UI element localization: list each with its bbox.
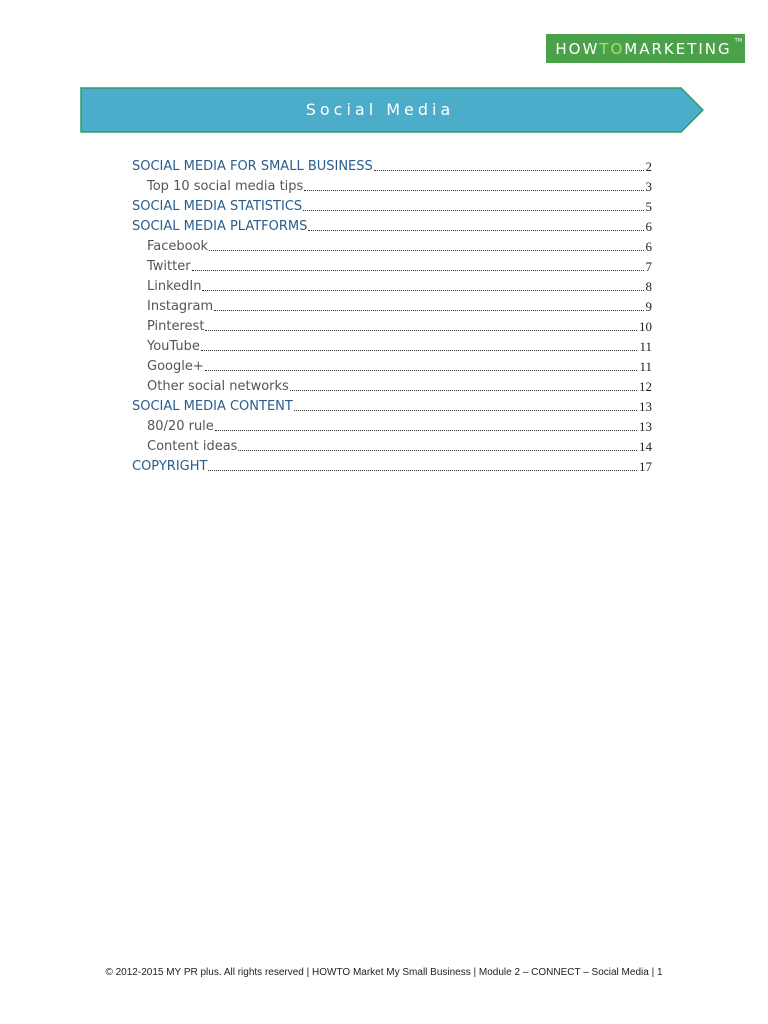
toc-entry-page-number[interactable]: 5 xyxy=(645,199,652,214)
toc-dot-leader xyxy=(308,229,643,231)
toc-dot-leader xyxy=(294,409,637,411)
toc-entry-page-number[interactable]: 7 xyxy=(645,259,652,274)
toc-dot-leader xyxy=(205,369,638,371)
toc-entry[interactable] xyxy=(132,455,652,475)
toc-entry-title[interactable]: SOCIAL MEDIA PLATFORMS xyxy=(132,219,308,234)
toc-entry[interactable] xyxy=(132,235,652,255)
toc-entry[interactable] xyxy=(132,335,652,355)
title-banner xyxy=(80,87,704,133)
toc-entry-title[interactable]: Twitter xyxy=(147,259,191,274)
toc-entry[interactable] xyxy=(132,375,652,395)
toc-entry[interactable] xyxy=(132,295,652,315)
logo-text-marketing: MARKETING xyxy=(624,39,732,58)
toc-entry-page-number[interactable]: 8 xyxy=(645,279,652,294)
toc-entry-title[interactable]: Facebook xyxy=(147,239,209,254)
toc-entry-page-number[interactable]: 3 xyxy=(645,179,652,194)
toc-entry[interactable] xyxy=(132,395,652,415)
toc-entry[interactable] xyxy=(132,355,652,375)
toc-entry[interactable] xyxy=(132,215,652,235)
toc-entry-title[interactable]: SOCIAL MEDIA CONTENT xyxy=(132,399,293,414)
toc-entry-page-number[interactable]: 14 xyxy=(639,439,652,454)
toc-entry[interactable] xyxy=(132,155,652,175)
toc-entry-page-number[interactable]: 10 xyxy=(639,319,652,334)
toc-entry-title[interactable]: 80/20 rule xyxy=(147,419,214,434)
toc-entry-page-number[interactable]: 13 xyxy=(639,399,652,414)
toc-entry-title[interactable]: COPYRIGHT xyxy=(132,459,208,474)
toc-entry[interactable] xyxy=(132,435,652,455)
toc-entry-page-number[interactable]: 13 xyxy=(639,419,652,434)
toc-entry[interactable] xyxy=(132,415,652,435)
toc-entry-title[interactable]: Pinterest xyxy=(147,319,205,334)
toc-dot-leader xyxy=(215,429,637,431)
toc-dot-leader xyxy=(205,329,637,331)
toc-entry-title[interactable]: YouTube xyxy=(147,339,200,354)
toc-dot-leader xyxy=(192,269,644,271)
toc-entry-title[interactable]: Other social networks xyxy=(147,379,289,394)
toc-dot-leader xyxy=(374,169,644,171)
toc-entry-page-number[interactable]: 6 xyxy=(645,239,652,254)
toc-dot-leader xyxy=(202,289,643,291)
toc-entry-title[interactable]: Content ideas xyxy=(147,439,238,454)
toc-entry[interactable] xyxy=(132,195,652,215)
logo-text-to: TO xyxy=(599,39,625,58)
toc-entry-page-number[interactable]: 11 xyxy=(639,359,652,374)
logo-trademark: TM xyxy=(734,38,742,44)
toc-entry[interactable] xyxy=(132,275,652,295)
toc-entry-title[interactable]: SOCIAL MEDIA STATISTICS xyxy=(132,199,303,214)
toc-dot-leader xyxy=(303,209,643,211)
page-footer: © 2012-2015 MY PR plus. All rights reserved | HOWTO Market My Small Business | Module 2 – CONNECT – Social Media | 1 xyxy=(105,967,663,978)
toc-entry[interactable] xyxy=(132,175,652,195)
toc-entry-page-number[interactable]: 12 xyxy=(639,379,652,394)
toc-dot-leader xyxy=(214,309,643,311)
toc-dot-leader xyxy=(201,349,638,351)
toc-entry[interactable] xyxy=(132,315,652,335)
toc-entry-title[interactable]: SOCIAL MEDIA FOR SMALL BUSINESS xyxy=(132,159,373,174)
toc-entry-page-number[interactable]: 9 xyxy=(645,299,652,314)
toc-entry-title[interactable]: Top 10 social media tips xyxy=(147,179,304,194)
toc-entry-title[interactable]: Google+ xyxy=(147,359,204,374)
toc-dot-leader xyxy=(290,389,637,391)
toc-entry-page-number[interactable]: 2 xyxy=(645,159,652,174)
logo-text-how: HOW xyxy=(555,39,600,58)
toc-entry-title[interactable]: LinkedIn xyxy=(147,279,202,294)
page-title: Social Media xyxy=(305,100,455,119)
table-of-contents xyxy=(132,155,652,475)
toc-entry-page-number[interactable]: 6 xyxy=(645,219,652,234)
toc-dot-leader xyxy=(238,449,637,451)
toc-dot-leader xyxy=(208,469,637,471)
toc-dot-leader xyxy=(304,189,643,191)
toc-entry-page-number[interactable]: 11 xyxy=(639,339,652,354)
toc-entry-page-number[interactable]: 17 xyxy=(639,459,652,474)
toc-entry-title[interactable]: Instagram xyxy=(147,299,214,314)
toc-entry[interactable] xyxy=(132,255,652,275)
toc-dot-leader xyxy=(209,249,643,251)
howtomarketing-logo xyxy=(546,34,745,63)
